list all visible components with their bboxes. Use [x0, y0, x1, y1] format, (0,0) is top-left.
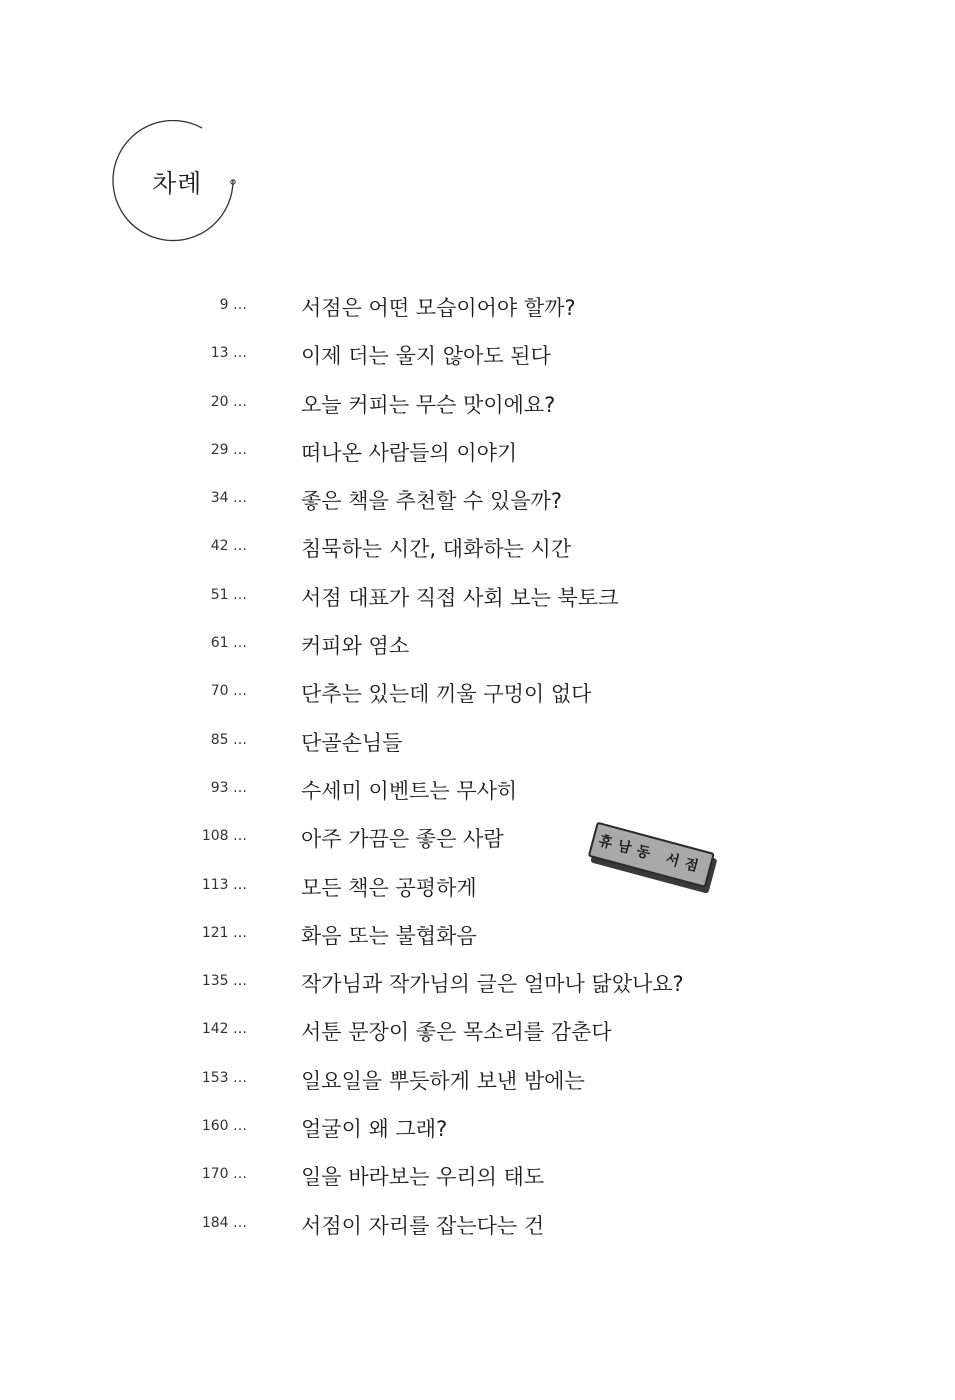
toc-entry-5[interactable]: [0, 481, 955, 529]
toc-page-number: 135 …: [201, 973, 247, 990]
toc-chapter-title: 침묵하는 시간, 대화하는 시간: [301, 537, 572, 562]
toc-page-number: 20 …: [210, 393, 247, 410]
toc-page-number: 13 …: [210, 345, 247, 362]
toc-entry-16[interactable]: [0, 1012, 955, 1060]
toc-chapter-title: 오늘 커피는 무슨 맛이에요?: [301, 392, 556, 417]
toc-chapter-title: 모든 책은 공평하게: [301, 875, 477, 900]
table-of-contents: [0, 288, 955, 1254]
toc-chapter-title: 이제 더는 울지 않아도 된다: [301, 344, 551, 369]
toc-entry-15[interactable]: [0, 964, 955, 1012]
toc-entry-9[interactable]: [0, 674, 955, 722]
toc-entry-1[interactable]: [0, 288, 955, 336]
toc-page-number: 113 …: [201, 876, 247, 893]
toc-chapter-title: 작가님과 작가님의 글은 얼마나 닮았나요?: [301, 972, 684, 997]
toc-entry-12[interactable]: [0, 819, 955, 867]
toc-chapter-title: 서툰 문장이 좋은 목소리를 감춘다: [301, 1020, 612, 1045]
toc-entry-17[interactable]: [0, 1061, 955, 1109]
page-title: 차례: [152, 169, 203, 198]
stamp-text: 휴남동 서점: [596, 833, 706, 877]
toc-page-number: 184 …: [201, 1214, 247, 1231]
toc-entry-10[interactable]: [0, 723, 955, 771]
toc-chapter-title: 서점은 어떤 모습이어야 할까?: [301, 296, 576, 320]
toc-chapter-title: 떠나온 사람들의 이야기: [301, 440, 518, 465]
toc-page-number: 85 …: [210, 731, 247, 748]
toc-page-number: 29 …: [210, 441, 247, 458]
toc-entry-11[interactable]: [0, 771, 955, 819]
toc-page-number: 42 …: [210, 538, 247, 555]
toc-chapter-title: 아주 가끔은 좋은 사람: [301, 827, 504, 852]
toc-entry-6[interactable]: [0, 529, 955, 577]
toc-entry-7[interactable]: [0, 578, 955, 626]
toc-page-number: 142 …: [201, 1021, 247, 1038]
toc-chapter-title: 서점이 자리를 잡는다는 건: [301, 1213, 545, 1238]
toc-page-number: 70 …: [210, 683, 247, 700]
toc-page-number: 121 …: [201, 924, 247, 941]
toc-page-number: 153 …: [201, 1069, 247, 1086]
toc-entry-2[interactable]: [0, 336, 955, 384]
toc-chapter-title: 화음 또는 불협화음: [301, 923, 477, 948]
toc-page-number: 108 …: [201, 828, 247, 845]
toc-chapter-title: 단추는 있는데 끼울 구멍이 없다: [301, 682, 592, 707]
toc-entry-8[interactable]: [0, 626, 955, 674]
toc-entry-4[interactable]: [0, 433, 955, 481]
title-badge: [112, 120, 240, 248]
toc-chapter-title: 얼굴이 왜 그래?: [301, 1117, 448, 1142]
toc-chapter-title: 서점 대표가 직접 사회 보는 북토크: [301, 585, 619, 610]
toc-page-number: 170 …: [201, 1166, 247, 1183]
toc-entry-14[interactable]: [0, 916, 955, 964]
toc-chapter-title: 커피와 염소: [301, 634, 410, 659]
toc-chapter-title: 일을 바라보는 우리의 태도: [301, 1165, 545, 1190]
toc-entry-13[interactable]: [0, 868, 955, 916]
toc-chapter-title: 일요일을 뿌듯하게 보낸 밤에는: [301, 1068, 585, 1093]
toc-entry-3[interactable]: [0, 385, 955, 433]
toc-page-number: 160 …: [201, 1118, 247, 1135]
toc-entry-19[interactable]: [0, 1157, 955, 1205]
toc-page-number: 51 …: [210, 586, 247, 603]
toc-chapter-title: 수세미 이벤트는 무사히: [301, 778, 518, 803]
toc-entry-18[interactable]: [0, 1109, 955, 1157]
toc-chapter-title: 단골손님들: [301, 730, 403, 755]
toc-entry-20[interactable]: [0, 1206, 955, 1254]
toc-page-number: 93 …: [210, 779, 247, 796]
toc-page-number: 9 …: [219, 297, 247, 313]
toc-chapter-title: 좋은 책을 추천할 수 있을까?: [301, 489, 562, 514]
toc-page-number: 61 …: [210, 635, 247, 652]
toc-page-number: 34 …: [210, 490, 247, 507]
